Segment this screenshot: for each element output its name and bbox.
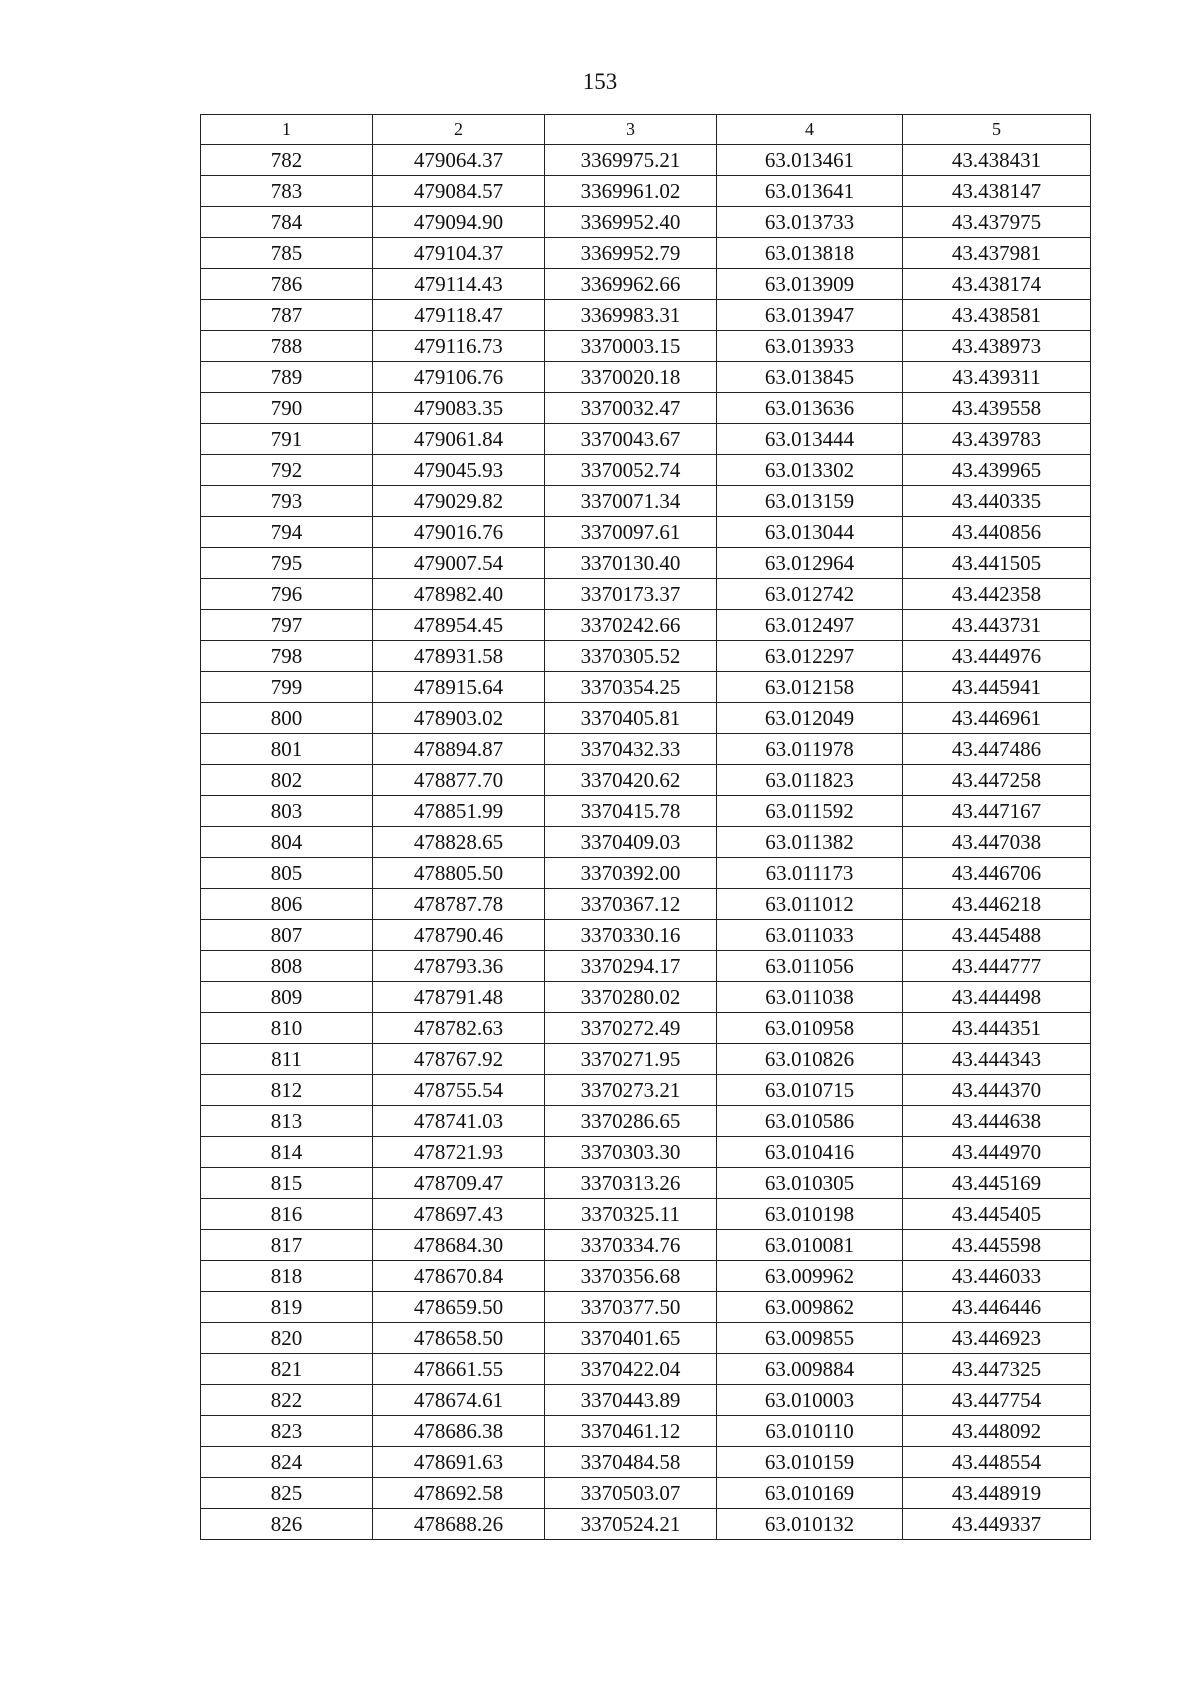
longitude-cell: 63.010198 [717,1199,903,1230]
table-row [201,1447,1091,1478]
longitude-cell: 63.011056 [717,951,903,982]
y-coordinate-cell: 3370420.62 [545,765,717,796]
longitude-cell: 63.011382 [717,827,903,858]
latitude-cell: 43.438431 [903,145,1091,176]
y-coordinate-cell: 3370422.04 [545,1354,717,1385]
point-number-cell: 802 [201,765,373,796]
latitude-cell: 43.444343 [903,1044,1091,1075]
point-number-cell: 786 [201,269,373,300]
point-number-cell: 788 [201,331,373,362]
latitude-cell: 43.439965 [903,455,1091,486]
longitude-cell: 63.010416 [717,1137,903,1168]
latitude-cell: 43.449337 [903,1509,1091,1540]
x-coordinate-cell: 479114.43 [373,269,545,300]
y-coordinate-cell: 3369975.21 [545,145,717,176]
table-row [201,920,1091,951]
latitude-cell: 43.448092 [903,1416,1091,1447]
point-number-cell: 798 [201,641,373,672]
point-number-cell: 796 [201,579,373,610]
y-coordinate-cell: 3370484.58 [545,1447,717,1478]
x-coordinate-cell: 478755.54 [373,1075,545,1106]
y-coordinate-cell: 3370405.81 [545,703,717,734]
point-number-cell: 795 [201,548,373,579]
longitude-cell: 63.010110 [717,1416,903,1447]
x-coordinate-cell: 478931.58 [373,641,545,672]
column-header-2: 2 [373,115,545,145]
table-row [201,207,1091,238]
latitude-cell: 43.440335 [903,486,1091,517]
point-number-cell: 819 [201,1292,373,1323]
longitude-cell: 63.013733 [717,207,903,238]
table-row [201,1013,1091,1044]
y-coordinate-cell: 3370503.07 [545,1478,717,1509]
column-header-3: 3 [545,115,717,145]
latitude-cell: 43.440856 [903,517,1091,548]
latitude-cell: 43.443731 [903,610,1091,641]
latitude-cell: 43.446961 [903,703,1091,734]
x-coordinate-cell: 478661.55 [373,1354,545,1385]
point-number-cell: 783 [201,176,373,207]
longitude-cell: 63.010305 [717,1168,903,1199]
longitude-cell: 63.013947 [717,300,903,331]
latitude-cell: 43.439558 [903,393,1091,424]
y-coordinate-cell: 3370377.50 [545,1292,717,1323]
latitude-cell: 43.441505 [903,548,1091,579]
table-row [201,300,1091,331]
table-row [201,610,1091,641]
x-coordinate-cell: 478787.78 [373,889,545,920]
latitude-cell: 43.447486 [903,734,1091,765]
longitude-cell: 63.010081 [717,1230,903,1261]
x-coordinate-cell: 478691.63 [373,1447,545,1478]
coordinates-table-container [200,114,1091,1540]
x-coordinate-cell: 478894.87 [373,734,545,765]
y-coordinate-cell: 3370313.26 [545,1168,717,1199]
y-coordinate-cell: 3369952.40 [545,207,717,238]
y-coordinate-cell: 3370071.34 [545,486,717,517]
point-number-cell: 807 [201,920,373,951]
latitude-cell: 43.444351 [903,1013,1091,1044]
y-coordinate-cell: 3370443.89 [545,1385,717,1416]
longitude-cell: 63.012964 [717,548,903,579]
y-coordinate-cell: 3370020.18 [545,362,717,393]
point-number-cell: 803 [201,796,373,827]
point-number-cell: 822 [201,1385,373,1416]
longitude-cell: 63.009962 [717,1261,903,1292]
y-coordinate-cell: 3370354.25 [545,672,717,703]
x-coordinate-cell: 479064.37 [373,145,545,176]
latitude-cell: 43.439783 [903,424,1091,455]
latitude-cell: 43.446923 [903,1323,1091,1354]
latitude-cell: 43.442358 [903,579,1091,610]
y-coordinate-cell: 3369952.79 [545,238,717,269]
x-coordinate-cell: 478851.99 [373,796,545,827]
table-row [201,1478,1091,1509]
latitude-cell: 43.445598 [903,1230,1091,1261]
latitude-cell: 43.447258 [903,765,1091,796]
y-coordinate-cell: 3370367.12 [545,889,717,920]
longitude-cell: 63.012297 [717,641,903,672]
point-number-cell: 824 [201,1447,373,1478]
latitude-cell: 43.444638 [903,1106,1091,1137]
table-row [201,269,1091,300]
x-coordinate-cell: 479029.82 [373,486,545,517]
point-number-cell: 797 [201,610,373,641]
table-row [201,1044,1091,1075]
page-number: 153 [582,69,618,94]
coordinates-table [200,114,1091,1540]
x-coordinate-cell: 478782.63 [373,1013,545,1044]
latitude-cell: 43.438174 [903,269,1091,300]
table-row [201,145,1091,176]
point-number-cell: 800 [201,703,373,734]
longitude-cell: 63.009855 [717,1323,903,1354]
x-coordinate-cell: 478659.50 [373,1292,545,1323]
point-number-cell: 820 [201,1323,373,1354]
table-row [201,1323,1091,1354]
table-header-row [201,115,1091,145]
longitude-cell: 63.013444 [717,424,903,455]
y-coordinate-cell: 3370392.00 [545,858,717,889]
column-header-5: 5 [903,115,1091,145]
table-row [201,858,1091,889]
longitude-cell: 63.013641 [717,176,903,207]
longitude-cell: 63.010586 [717,1106,903,1137]
y-coordinate-cell: 3369962.66 [545,269,717,300]
x-coordinate-cell: 478709.47 [373,1168,545,1199]
y-coordinate-cell: 3370409.03 [545,827,717,858]
table-row [201,455,1091,486]
y-coordinate-cell: 3370097.61 [545,517,717,548]
table-row [201,1230,1091,1261]
x-coordinate-cell: 479007.54 [373,548,545,579]
x-coordinate-cell: 478697.43 [373,1199,545,1230]
x-coordinate-cell: 478793.36 [373,951,545,982]
longitude-cell: 63.013818 [717,238,903,269]
longitude-cell: 63.010169 [717,1478,903,1509]
table-row [201,1199,1091,1230]
latitude-cell: 43.444970 [903,1137,1091,1168]
longitude-cell: 63.012049 [717,703,903,734]
longitude-cell: 63.013302 [717,455,903,486]
point-number-cell: 793 [201,486,373,517]
longitude-cell: 63.011823 [717,765,903,796]
latitude-cell: 43.445169 [903,1168,1091,1199]
longitude-cell: 63.012497 [717,610,903,641]
longitude-cell: 63.010826 [717,1044,903,1075]
point-number-cell: 818 [201,1261,373,1292]
longitude-cell: 63.013933 [717,331,903,362]
y-coordinate-cell: 3370303.30 [545,1137,717,1168]
y-coordinate-cell: 3370242.66 [545,610,717,641]
point-number-cell: 799 [201,672,373,703]
latitude-cell: 43.446218 [903,889,1091,920]
x-coordinate-cell: 478688.26 [373,1509,545,1540]
x-coordinate-cell: 478954.45 [373,610,545,641]
point-number-cell: 789 [201,362,373,393]
table-row [201,517,1091,548]
x-coordinate-cell: 479045.93 [373,455,545,486]
longitude-cell: 63.013461 [717,145,903,176]
longitude-cell: 63.009884 [717,1354,903,1385]
longitude-cell: 63.013636 [717,393,903,424]
x-coordinate-cell: 479084.57 [373,176,545,207]
table-row [201,331,1091,362]
x-coordinate-cell: 478790.46 [373,920,545,951]
longitude-cell: 63.011033 [717,920,903,951]
y-coordinate-cell: 3369983.31 [545,300,717,331]
table-row [201,765,1091,796]
point-number-cell: 825 [201,1478,373,1509]
point-number-cell: 821 [201,1354,373,1385]
latitude-cell: 43.446706 [903,858,1091,889]
y-coordinate-cell: 3370334.76 [545,1230,717,1261]
point-number-cell: 804 [201,827,373,858]
table-row [201,672,1091,703]
x-coordinate-cell: 479118.47 [373,300,545,331]
x-coordinate-cell: 478828.65 [373,827,545,858]
column-header-4: 4 [717,115,903,145]
x-coordinate-cell: 478658.50 [373,1323,545,1354]
table-row [201,1261,1091,1292]
x-coordinate-cell: 478686.38 [373,1416,545,1447]
latitude-cell: 43.444777 [903,951,1091,982]
y-coordinate-cell: 3370325.11 [545,1199,717,1230]
point-number-cell: 826 [201,1509,373,1540]
latitude-cell: 43.444370 [903,1075,1091,1106]
x-coordinate-cell: 478674.61 [373,1385,545,1416]
latitude-cell: 43.447754 [903,1385,1091,1416]
longitude-cell: 63.009862 [717,1292,903,1323]
x-coordinate-cell: 479094.90 [373,207,545,238]
longitude-cell: 63.011173 [717,858,903,889]
y-coordinate-cell: 3370294.17 [545,951,717,982]
table-row [201,1137,1091,1168]
point-number-cell: 812 [201,1075,373,1106]
table-row [201,796,1091,827]
x-coordinate-cell: 479083.35 [373,393,545,424]
point-number-cell: 792 [201,455,373,486]
table-row [201,579,1091,610]
table-row [201,1168,1091,1199]
longitude-cell: 63.011012 [717,889,903,920]
table-row [201,1385,1091,1416]
point-number-cell: 816 [201,1199,373,1230]
longitude-cell: 63.010159 [717,1447,903,1478]
longitude-cell: 63.010003 [717,1385,903,1416]
point-number-cell: 810 [201,1013,373,1044]
point-number-cell: 787 [201,300,373,331]
latitude-cell: 43.437975 [903,207,1091,238]
y-coordinate-cell: 3370286.65 [545,1106,717,1137]
latitude-cell: 43.444976 [903,641,1091,672]
longitude-cell: 63.011038 [717,982,903,1013]
latitude-cell: 43.444498 [903,982,1091,1013]
table-row [201,982,1091,1013]
longitude-cell: 63.013909 [717,269,903,300]
table-row [201,362,1091,393]
x-coordinate-cell: 478791.48 [373,982,545,1013]
x-coordinate-cell: 478915.64 [373,672,545,703]
x-coordinate-cell: 478684.30 [373,1230,545,1261]
point-number-cell: 782 [201,145,373,176]
table-row [201,1354,1091,1385]
latitude-cell: 43.447038 [903,827,1091,858]
y-coordinate-cell: 3370130.40 [545,548,717,579]
latitude-cell: 43.448554 [903,1447,1091,1478]
table-row [201,1075,1091,1106]
longitude-cell: 63.012742 [717,579,903,610]
point-number-cell: 809 [201,982,373,1013]
point-number-cell: 784 [201,207,373,238]
longitude-cell: 63.011592 [717,796,903,827]
y-coordinate-cell: 3370043.67 [545,424,717,455]
table-row [201,486,1091,517]
table-row [201,951,1091,982]
table-row [201,734,1091,765]
point-number-cell: 815 [201,1168,373,1199]
table-row [201,1416,1091,1447]
table-row [201,238,1091,269]
point-number-cell: 811 [201,1044,373,1075]
latitude-cell: 43.438147 [903,176,1091,207]
latitude-cell: 43.438581 [903,300,1091,331]
table-row [201,393,1091,424]
x-coordinate-cell: 478692.58 [373,1478,545,1509]
table-row [201,827,1091,858]
latitude-cell: 43.447325 [903,1354,1091,1385]
y-coordinate-cell: 3370173.37 [545,579,717,610]
point-number-cell: 813 [201,1106,373,1137]
latitude-cell: 43.438973 [903,331,1091,362]
x-coordinate-cell: 479104.37 [373,238,545,269]
longitude-cell: 63.010132 [717,1509,903,1540]
x-coordinate-cell: 478805.50 [373,858,545,889]
y-coordinate-cell: 3370272.49 [545,1013,717,1044]
point-number-cell: 808 [201,951,373,982]
x-coordinate-cell: 478903.02 [373,703,545,734]
latitude-cell: 43.437981 [903,238,1091,269]
x-coordinate-cell: 478767.92 [373,1044,545,1075]
latitude-cell: 43.445405 [903,1199,1091,1230]
point-number-cell: 794 [201,517,373,548]
latitude-cell: 43.448919 [903,1478,1091,1509]
table-body [201,145,1091,1540]
table-row [201,1292,1091,1323]
table-row [201,1509,1091,1540]
latitude-cell: 43.446033 [903,1261,1091,1292]
x-coordinate-cell: 478670.84 [373,1261,545,1292]
point-number-cell: 806 [201,889,373,920]
point-number-cell: 817 [201,1230,373,1261]
point-number-cell: 790 [201,393,373,424]
table-row [201,176,1091,207]
point-number-cell: 785 [201,238,373,269]
point-number-cell: 814 [201,1137,373,1168]
latitude-cell: 43.445488 [903,920,1091,951]
y-coordinate-cell: 3370330.16 [545,920,717,951]
point-number-cell: 801 [201,734,373,765]
y-coordinate-cell: 3370461.12 [545,1416,717,1447]
y-coordinate-cell: 3370401.65 [545,1323,717,1354]
table-row [201,889,1091,920]
y-coordinate-cell: 3370524.21 [545,1509,717,1540]
x-coordinate-cell: 478877.70 [373,765,545,796]
longitude-cell: 63.013845 [717,362,903,393]
x-coordinate-cell: 478721.93 [373,1137,545,1168]
x-coordinate-cell: 479016.76 [373,517,545,548]
y-coordinate-cell: 3370356.68 [545,1261,717,1292]
column-header-1: 1 [201,115,373,145]
table-row [201,703,1091,734]
longitude-cell: 63.010958 [717,1013,903,1044]
x-coordinate-cell: 479061.84 [373,424,545,455]
point-number-cell: 791 [201,424,373,455]
y-coordinate-cell: 3370032.47 [545,393,717,424]
longitude-cell: 63.013159 [717,486,903,517]
longitude-cell: 63.010715 [717,1075,903,1106]
latitude-cell: 43.445941 [903,672,1091,703]
table-row [201,548,1091,579]
longitude-cell: 63.013044 [717,517,903,548]
y-coordinate-cell: 3370003.15 [545,331,717,362]
x-coordinate-cell: 478982.40 [373,579,545,610]
y-coordinate-cell: 3370432.33 [545,734,717,765]
x-coordinate-cell: 478741.03 [373,1106,545,1137]
point-number-cell: 805 [201,858,373,889]
y-coordinate-cell: 3370271.95 [545,1044,717,1075]
y-coordinate-cell: 3370415.78 [545,796,717,827]
point-number-cell: 823 [201,1416,373,1447]
y-coordinate-cell: 3370305.52 [545,641,717,672]
longitude-cell: 63.012158 [717,672,903,703]
x-coordinate-cell: 479106.76 [373,362,545,393]
longitude-cell: 63.011978 [717,734,903,765]
latitude-cell: 43.446446 [903,1292,1091,1323]
table-row [201,1106,1091,1137]
y-coordinate-cell: 3370273.21 [545,1075,717,1106]
table-row [201,424,1091,455]
y-coordinate-cell: 3370280.02 [545,982,717,1013]
table-row [201,641,1091,672]
y-coordinate-cell: 3370052.74 [545,455,717,486]
y-coordinate-cell: 3369961.02 [545,176,717,207]
latitude-cell: 43.439311 [903,362,1091,393]
x-coordinate-cell: 479116.73 [373,331,545,362]
latitude-cell: 43.447167 [903,796,1091,827]
